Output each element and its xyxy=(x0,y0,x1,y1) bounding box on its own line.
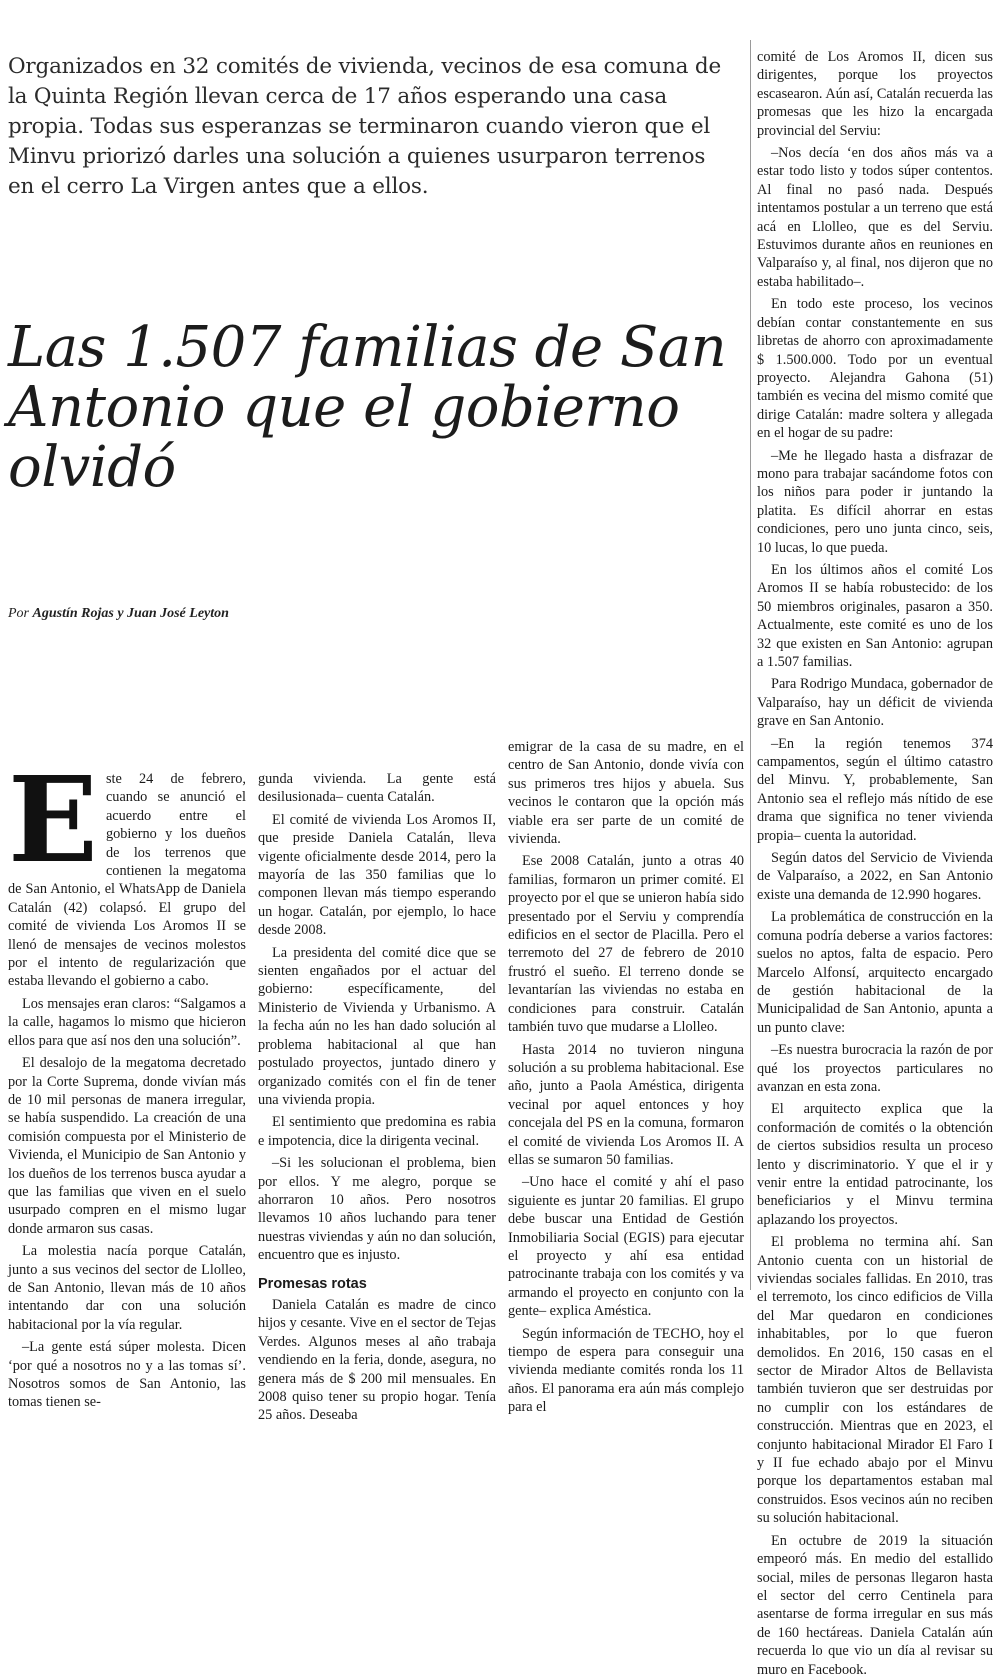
paragraph: –Si les solucionan el problema, bien por ellos. Y me alegro, porque se ahorraron 10 años. Pero nosotros llevamos 10 años luchando para tener nuestras viviendas y aún no dan solución, encuentro que es injusto. xyxy=(258,1155,496,1264)
byline xyxy=(8,606,508,622)
paragraph: –Es nuestra burocracia la razón de por qué los proyectos particulares no avanzan en esta zona. xyxy=(757,1042,993,1095)
paragraph: –La gente está súper molesta. Dicen ‘por qué a nosotros no y a las tomas sí’. Nosotros somos de San Antonio, las tomas tienen se- xyxy=(8,1339,246,1411)
paragraph: gunda vivienda. La gente está desilusionada– cuenta Catalán. xyxy=(258,771,496,806)
drop-cap: E xyxy=(8,750,98,889)
page-title: Las 1.507 familias de San Antonio que el gobierno olvidó xyxy=(8,315,727,500)
paragraph: Según información de TECHO, hoy el tiempo de espera para conseguir una vivienda mediante comités ronda los 11 años. El panorama era aún más complejo para el xyxy=(508,1325,744,1416)
paragraph: Daniela Catalán es madre de cinco hijos y cesante. Vive en el sector de Tejas Verdes. Algunos meses al año trabaja vendiendo en la feria, donde, asegura, no genera más de $ 200 mil mensuales. En 2008 quiso tener su propio hogar. Tenía 25 años. Deseaba xyxy=(258,1296,496,1424)
paragraph: La presidenta del comité dice que se sienten engañados por el actuar del gobierno: específicamente, del Ministerio de Vivienda y Urbanismo. A la fecha aún no les han dado solución al problema habitacional al que han postulado proyectos, juntado dinero y organizado comités con el fin de tener una vivienda propia. xyxy=(258,944,496,1108)
article-column-2 xyxy=(258,770,496,1424)
paragraph: Hasta 2014 no tuvieron ninguna solución a su problema habitacional. Ese año, junto a Paola Améstica, dirigenta vecinal por aquel entonces y hoy concejala del PS en la comuna, formaron el comité de vivienda Los Aromos II. A ellas se sumaron 50 familias. xyxy=(508,1041,744,1168)
article-column-1 xyxy=(8,750,246,1411)
column-divider xyxy=(750,40,751,1290)
article-column-3 xyxy=(508,738,744,1416)
paragraph: En todo este proceso, los vecinos debían contar constantemente en sus libretas de ahorro con aproximadamente $ 1.500.000. Todo por un eventual proyecto. Alejandra Gahona (51) también es vecina del mismo comité que dirige Catalán: madre soltera y allegada en el hogar de su padre: xyxy=(757,296,993,442)
paragraph: El problema no termina ahí. San Antonio cuenta con un historial de viviendas sociales fallidas. En 2010, tras el terremoto, los cinco edificios de Villa del Mar quedaron en condiciones inhabitables, por lo que fueron demolidos. En 2016, 150 casas en el sector de Mirador Altos de Bellavista también tuvieron que ser destruidas por no cumplir con los estándares de construcción. Mientras que en 2023, el conjunto habitacional Mirador El Faro I y II fue echado abajo por el Minvu porque los departamentos estaban mal construidos. Esos vecinos aún no reciben su solución habitacional. xyxy=(757,1234,993,1527)
paragraph: El arquitecto explica que la conformación de comités o la obtención de ciertos subsidios resulta un proceso lento y discriminatorio. Y que el ir y venir entre la entidad patrocinante, los beneficiarios y el Minvu termina aplazando los proyectos. xyxy=(757,1101,993,1228)
paragraph: –Nos decía ‘en dos años más va a estar todo listo y todos súper contentos. Al final no pasó nada. Después intentamos postular a un terreno que está acá en Llolleo, que es del Serviu. Estuvimos durante años en reuniones en Valparaíso y, al final, nos dijeron que no estaba habilitado–. xyxy=(757,145,993,290)
article-column-4 xyxy=(757,48,993,1678)
lede-summary: Organizados en 32 comités de vivienda, vecinos de esa comuna de la Quinta Región llevan cerca de 17 años esperando una casa propia. Todas sus esperanzas se terminaron cuando vieron que el Minvu priorizó darles una solución a quienes usurparon terrenos en el cerro La Virgen antes que a ellos. xyxy=(8,54,721,199)
paragraph: –Me he llegado hasta a disfrazar de mono para trabajar sacándome fotos con los niños para poder ir juntando la platita. Es difícil ahorrar en estas condiciones, pero uno junta cinco, seis, 10 lucas, lo que pueda. xyxy=(757,447,993,556)
paragraph: En octubre de 2019 la situación empeoró más. En medio del estallido social, miles de personas llegaron hasta el sector del cerro Centinela para asentarse de forma irregular en sus más de 160 hectáreas. Daniela Catalán aún recuerda lo que vio un día al revisar su muro en Facebook. xyxy=(757,1532,993,1678)
paragraph: comité de Los Aromos II, dicen sus dirigentes, porque los proyectos escasearon. Aún así, Catalán recuerda las promesas que les hizo la encargada provincial del Serviu: xyxy=(757,49,993,139)
paragraph: –En la región tenemos 374 campamentos, según el último catastro del Minvu. Y, probablemente, San Antonio sea el reflejo más nítido de ese drama que significa no tener vivienda propia– cuenta la autoridad. xyxy=(757,735,993,844)
paragraph: Ese 2008 Catalán, junto a otras 40 familias, formaron un primer comité. El proyecto por el que se unieron había sido presentado por el Serviu y comprendía edificios en el sector de Placilla. Pero el terremoto del 27 de febrero de 2010 frustró el sueño. El terreno donde se levantarían las viviendas no estaba en condiciones para construir. Catalán también tuvo que mudarse a Llolleo. xyxy=(508,853,744,1036)
section-subhead: Promesas rotas xyxy=(258,1275,367,1292)
paragraph: En los últimos años el comité Los Aromos II se había robustecido: de los 50 miembros originales, pasaron a 350. Actualmente, este comité es uno de los 32 que existen en San Antonio: agrupan a 1.507 familias. xyxy=(757,561,993,670)
paragraph: emigrar de la casa de su madre, en el centro de San Antonio, donde vivía con sus primeros tres hijos y abuela. Sus vecinos le contaron que la opción más viable era ser parte de un comité de vivienda. xyxy=(508,739,744,848)
paragraph: ste 24 de febrero, cuando se anunció el acuerdo entre el gobierno y los dueños de los terrenos que contienen la megatoma de San Antonio, el WhatsApp de Daniela Catalán (42) colapsó. El grupo del comité de vivienda Los Aromos II se llenó de mensajes de vecinos molestos por el intento de regularización que estaba llevando el gobierno a cabo. xyxy=(8,771,246,990)
paragraph: Los mensajes eran claros: “Salgamos a la calle, hagamos lo mismo que hicieron ellos para que así nos den una solución”. xyxy=(8,995,246,1049)
paragraph: Según datos del Servicio de Vivienda de Valparaíso, a 2022, en San Antonio existe una demanda de 12.990 hogares. xyxy=(757,850,993,903)
paragraph: –Uno hace el comité y ahí el paso siguiente es juntar 20 familias. El grupo debe buscar una Entidad de Gestión Inmobiliaria Social (EGIS) para ejecutar el proyecto y ahí esa entidad patrocinante trabaja con los comités y va armando el proyecto en conjunto con la gente– explica Améstica. xyxy=(508,1174,744,1320)
paragraph: La problemática de construcción en la comuna podría deberse a varios factores: suelos no aptos, falta de espacio. Pero Marcelo Alfonsí, arquitecto encargado de gestión habitacional de la Municipalidad de San Antonio, apunta a un punto clave: xyxy=(757,909,993,1036)
paragraph: El comité de vivienda Los Aromos II, que preside Daniela Catalán, lleva vigente oficialmente desde 2014, pero la mayoría de las 350 familias que lo componen llevan más tiempo esperando un hogar. Catalán, por ejemplo, lo hace desde 2008. xyxy=(258,811,496,939)
byline-authors: Agustín Rojas y Juan José Leyton xyxy=(32,606,229,621)
paragraph: El desalojo de la megatoma decretado por la Corte Suprema, donde vivían más de 10 mil personas de manera irregular, se había suspendido. La creación de una comisión compuesta por el Ministerio de Vivienda, el Municipio de San Antonio y los dueños de los terrenos busca ayudar a que las familias que viven en el suelo usurpado compren en el mismo lugar donde armaron sus casas. xyxy=(8,1055,246,1237)
paragraph: La molestia nacía porque Catalán, junto a sus vecinos del sector de Llolleo, de San Antonio, llevan más de 10 años intentando dar con una solución habitacional por la vía regular. xyxy=(8,1243,246,1333)
byline-prefix: Por xyxy=(8,606,29,621)
paragraph: Para Rodrigo Mundaca, gobernador de Valparaíso, hay un déficit de vivienda grave en San Antonio. xyxy=(757,676,993,730)
paragraph: El sentimiento que predomina es rabia e impotencia, dice la dirigenta vecinal. xyxy=(258,1114,496,1149)
